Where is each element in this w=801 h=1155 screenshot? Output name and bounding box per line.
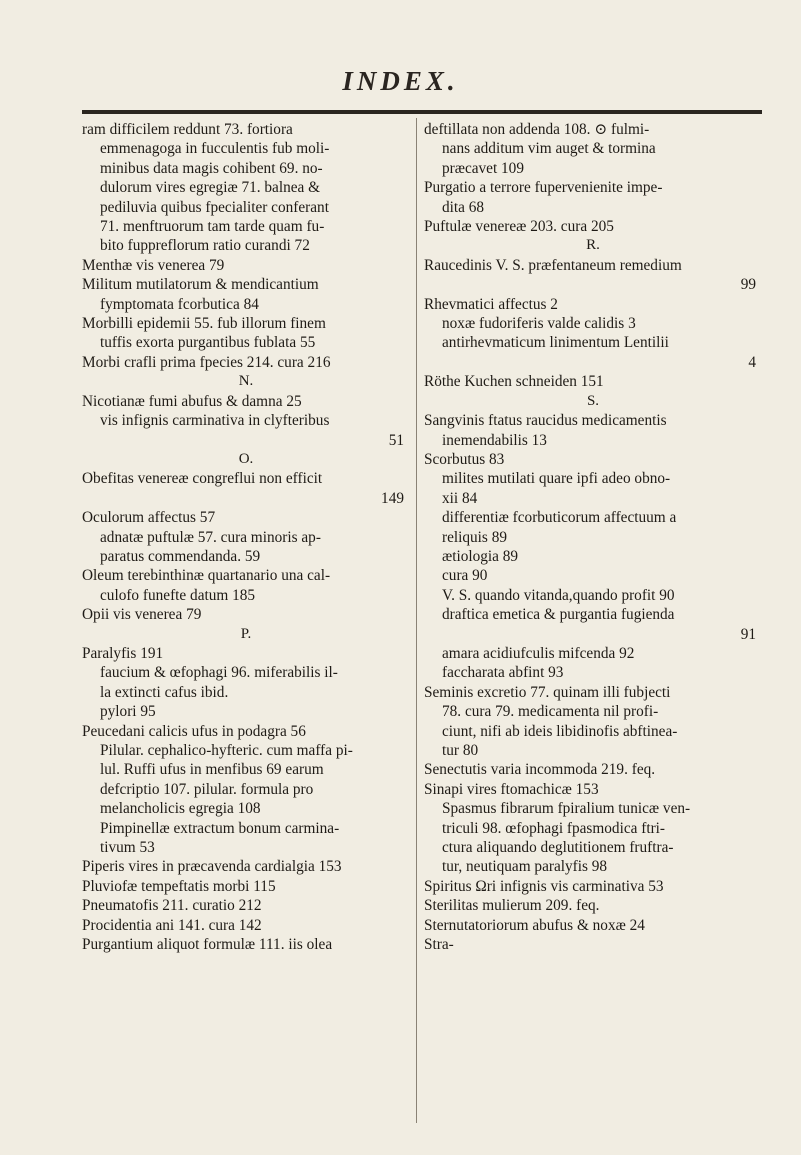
index-entry: defcriptio 107. pilular. formula pro xyxy=(100,780,314,798)
index-entry: Pluviofæ tempeftatis morbi 115 xyxy=(82,877,276,895)
index-entry: tuffis exorta purgantibus fublata 55 xyxy=(100,334,316,352)
index-entry: triculi 98. œfophagi fpasmodica ftri- xyxy=(442,819,666,837)
index-entry: Stra- xyxy=(424,936,454,954)
index-entry: Oculorum affectus 57 xyxy=(82,509,216,527)
index-entry: deftillata non addenda 108. ⊙ fulmi- xyxy=(424,121,650,138)
index-entry: tur 80 xyxy=(442,742,479,759)
index-entry: 51 xyxy=(388,431,404,449)
index-entry: 99 xyxy=(740,276,756,294)
index-section-letter: N. xyxy=(238,373,254,390)
index-entry: reliquis 89 xyxy=(442,528,508,546)
index-section-letter: S. xyxy=(586,392,600,409)
index-entry: Sternutatoriorum abufus & noxæ 24 xyxy=(424,916,645,934)
index-entry: Procidentia ani 141. cura 142 xyxy=(82,916,262,934)
left-column xyxy=(82,120,410,954)
index-entry: 4 xyxy=(748,353,756,371)
index-entry: faucium & œfophagi 96. miferabilis il- xyxy=(100,664,338,682)
index-entry: Militum mutilatorum & mendicantium xyxy=(82,276,319,294)
index-entry: ram difficilem reddunt 73. fortiora xyxy=(82,121,293,138)
index-entry: emmenagoga in fucculentis fub moli- xyxy=(100,140,330,158)
index-entry: faccharata abfint 93 xyxy=(442,664,564,682)
index-entry: Puftulæ venereæ 203. cura 205 xyxy=(424,218,614,236)
index-entry: Menthæ vis venerea 79 xyxy=(82,256,225,274)
index-entry: ætiologia 89 xyxy=(442,547,519,565)
index-entry: Seminis excretio 77. quinam illi fubjecti xyxy=(424,683,671,701)
index-entry: inemendabilis 13 xyxy=(442,431,547,449)
index-entry: culofo funefte datum 185 xyxy=(100,586,256,604)
index-entry: 78. cura 79. medicamenta nil profi- xyxy=(442,703,659,721)
index-entry: Pilular. cephalico-hyfteric. cum maffa pi- xyxy=(100,742,353,759)
index-entry: Paralyfis 191 xyxy=(82,644,164,662)
index-entry: 71. menftruorum tam tarde quam fu- xyxy=(100,218,325,236)
index-entry: antirhevmaticum linimentum Lentilii xyxy=(442,334,669,352)
index-entry: Sinapi vires ftomachicæ 153 xyxy=(424,780,599,798)
index-entry: draftica emetica & purgantia fugienda xyxy=(442,606,675,624)
index-entry: tur, neutiquam paralyfis 98 xyxy=(442,858,608,876)
index-entry: Peucedani calicis ufus in podagra 56 xyxy=(82,722,306,740)
index-entry: Morbi crafli prima fpecies 214. cura 216 xyxy=(82,353,331,371)
index-entry: Morbilli epidemii 55. fub illorum finem xyxy=(82,315,326,333)
index-entry: Sterilitas mulierum 209. feq. xyxy=(424,897,600,915)
column-divider xyxy=(416,118,417,1123)
index-entry: Scorbutus 83 xyxy=(424,450,505,468)
index-section-letter: O. xyxy=(238,450,254,467)
index-entry: 91 xyxy=(740,625,756,643)
index-entry: nans additum vim auget & tormina xyxy=(442,140,656,158)
index-entry: præcavet 109 xyxy=(442,159,524,177)
right-column xyxy=(424,120,762,954)
index-entry: Purgatio a terrore fupervenienite impe- xyxy=(424,179,663,197)
index-entry: tivum 53 xyxy=(100,839,155,857)
index-section-letter: P. xyxy=(240,625,252,642)
index-entry: adnatæ puftulæ 57. cura minoris ap- xyxy=(100,528,321,546)
index-entry: vis infignis carminativa in clyfteribus xyxy=(100,412,330,430)
index-entry: cura 90 xyxy=(442,567,488,585)
index-entry: noxæ fudoriferis valde calidis 3 xyxy=(442,315,636,333)
index-entry: Purgantium aliquot formulæ 111. iis olea xyxy=(82,936,333,954)
index-entry: xii 84 xyxy=(442,489,478,507)
index-entry: Raucedinis V. S. præfentaneum remedium xyxy=(424,256,682,274)
index-entry: Piperis vires in præcavenda cardialgia 153 xyxy=(82,858,342,876)
index-entry: Opii vis venerea 79 xyxy=(82,606,202,624)
index-entry: milites mutilati quare ipfi adeo obno- xyxy=(442,470,671,488)
page-title: INDEX. xyxy=(342,66,459,96)
header-rule xyxy=(82,110,762,114)
index-entry: lul. Ruffi ufus in menfibus 69 earum xyxy=(100,761,324,779)
index-entry: Röthe Kuchen schneiden 151 xyxy=(424,373,604,391)
index-entry: paratus commendanda. 59 xyxy=(100,547,261,565)
index-entry: Nicotianæ fumi abufus & damna 25 xyxy=(82,392,302,410)
index-entry: Rhevmatici affectus 2 xyxy=(424,295,558,313)
index-entry: pediluvia quibus fpecialiter conferant xyxy=(100,198,329,216)
index-entry: Pneumatofis 211. curatio 212 xyxy=(82,897,262,915)
index-entry: bito fuppreflorum ratio curandi 72 xyxy=(100,237,310,255)
index-entry: Spasmus fibrarum fpiralium tunicæ ven- xyxy=(442,800,691,818)
index-entry: differentiæ fcorbuticorum affectuum a xyxy=(442,509,677,527)
index-entry: dulorum vires egregiæ 71. balnea & xyxy=(100,179,321,197)
index-entry: amara acidiufculis mifcenda 92 xyxy=(442,644,635,662)
index-entry: la extincti cafus ibid. xyxy=(100,683,229,701)
index-entry: 149 xyxy=(381,489,404,507)
index-entry: V. S. quando vitanda,quando profit 90 xyxy=(442,586,675,604)
index-entry: pylori 95 xyxy=(100,703,156,721)
index-entry: ctura aliquando deglutitionem fruftra- xyxy=(442,839,674,857)
index-entry: Spiritus Ωri infignis vis carminativa 53 xyxy=(424,877,664,895)
index-entry: Oleum terebinthinæ quartanario una cal- xyxy=(82,567,331,585)
index-entry: Obefitas venereæ congreflui non efficit xyxy=(82,470,323,488)
index-entry: ciunt, nifi ab ideis libidinofis abftinea- xyxy=(442,722,678,740)
index-entry: Pimpinellæ extractum bonum carmina- xyxy=(100,819,340,837)
index-entry: dita 68 xyxy=(442,198,485,216)
index-entry: melancholicis egregia 108 xyxy=(100,800,261,818)
index-entry: minibus data magis cohibent 69. no- xyxy=(100,159,323,177)
index-entry: fymptomata fcorbutica 84 xyxy=(100,295,259,313)
index-entry: Senectutis varia incommoda 219. feq. xyxy=(424,761,656,779)
index-section-letter: R. xyxy=(586,237,600,254)
index-entry: Sangvinis ftatus raucidus medicamentis xyxy=(424,412,667,430)
